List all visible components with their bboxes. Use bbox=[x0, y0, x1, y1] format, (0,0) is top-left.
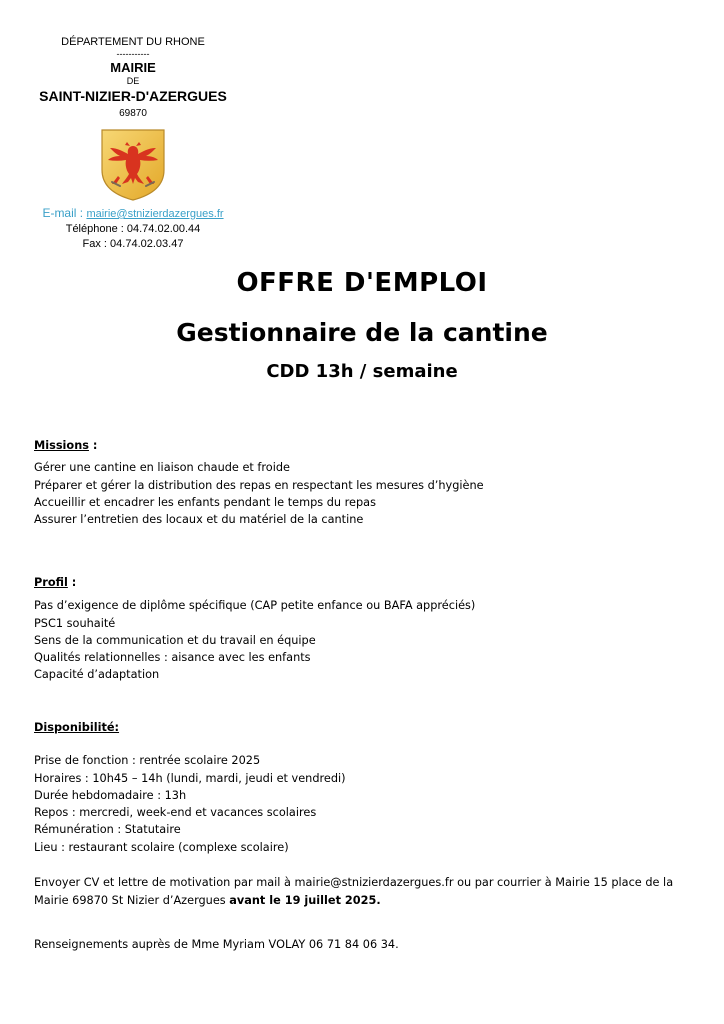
list-item: Durée hebdomadaire : 13h bbox=[34, 788, 187, 802]
list-item: Accueillir et encadrer les enfants pendant le temps du repas bbox=[34, 495, 376, 509]
mairie-heading: MAIRIE bbox=[110, 60, 156, 75]
list-item: Repos : mercredi, week-end et vacances scolaires bbox=[34, 806, 317, 820]
letterhead bbox=[20, 36, 246, 252]
profil-list bbox=[34, 597, 694, 683]
phone-line: Téléphone : 04.74.02.00.44 bbox=[65, 223, 201, 235]
postcode: 69870 bbox=[119, 108, 147, 119]
department-name: DÉPARTEMENT DU RHONE bbox=[61, 36, 205, 48]
profil-heading: Profil : bbox=[34, 576, 77, 589]
separator-line: ----------- bbox=[116, 49, 150, 59]
mairie-de: DE bbox=[126, 76, 140, 86]
offer-title: OFFRE D'EMPLOI bbox=[236, 268, 488, 298]
list-item: Lieu : restaurant scolaire (complexe scolaire) bbox=[34, 840, 289, 854]
list-item: Qualités relationnelles : aisance avec les enfants bbox=[34, 651, 311, 665]
email-label: E-mail : bbox=[42, 206, 87, 220]
missions-list bbox=[34, 459, 694, 528]
list-item: Rémunération : Statutaire bbox=[34, 823, 181, 837]
list-item: PSC1 souhaité bbox=[34, 616, 116, 630]
missions-section bbox=[34, 437, 694, 528]
email-link[interactable]: mairie@stnizierdazergues.fr bbox=[86, 208, 224, 220]
list-item: Sens de la communication et du travail en équipe bbox=[34, 633, 316, 647]
position-title: Gestionnaire de la cantine bbox=[176, 318, 548, 347]
list-item: Gérer une cantine en liaison chaude et froide bbox=[34, 461, 290, 475]
list-item: Préparer et gérer la distribution des repas en respectant les mesures d’hygiène bbox=[34, 478, 484, 492]
coat-of-arms-icon bbox=[98, 126, 168, 202]
list-item: Prise de fonction : rentrée scolaire 2025 bbox=[34, 754, 261, 768]
contract-title: CDD 13h / semaine bbox=[266, 361, 458, 382]
contact-info: Renseignements auprès de Mme Myriam VOLAY 06 71 84 06 34. bbox=[34, 938, 399, 951]
list-item: Capacité d’adaptation bbox=[34, 668, 160, 682]
application-deadline: avant le 19 juillet 2025. bbox=[229, 894, 381, 907]
disponibilite-section bbox=[34, 719, 694, 856]
disponibilite-heading: Disponibilité: bbox=[34, 721, 120, 734]
application-text: Envoyer CV et lettre de motivation par mail à mairie@stnizierdazergues.fr ou par courrier à Mairie 15 place de la Mairie 69870 St Nizier d’Azergues bbox=[34, 876, 674, 907]
list-item: Assurer l’entretien des locaux et du matériel de la cantine bbox=[34, 513, 364, 527]
fax-line: Fax : 04.74.02.03.47 bbox=[82, 238, 184, 250]
profil-section bbox=[34, 574, 694, 684]
list-item: Horaires : 10h45 – 14h (lundi, mardi, jeudi et vendredi) bbox=[34, 771, 346, 785]
missions-heading: Missions : bbox=[34, 439, 98, 452]
application-instructions bbox=[34, 874, 694, 910]
disponibilite-list bbox=[34, 752, 694, 856]
list-item: Pas d’exigence de diplôme spécifique (CAP petite enfance ou BAFA appréciés) bbox=[34, 599, 476, 613]
email-line bbox=[20, 206, 246, 222]
town-name: SAINT-NIZIER-D'AZERGUES bbox=[39, 88, 227, 104]
